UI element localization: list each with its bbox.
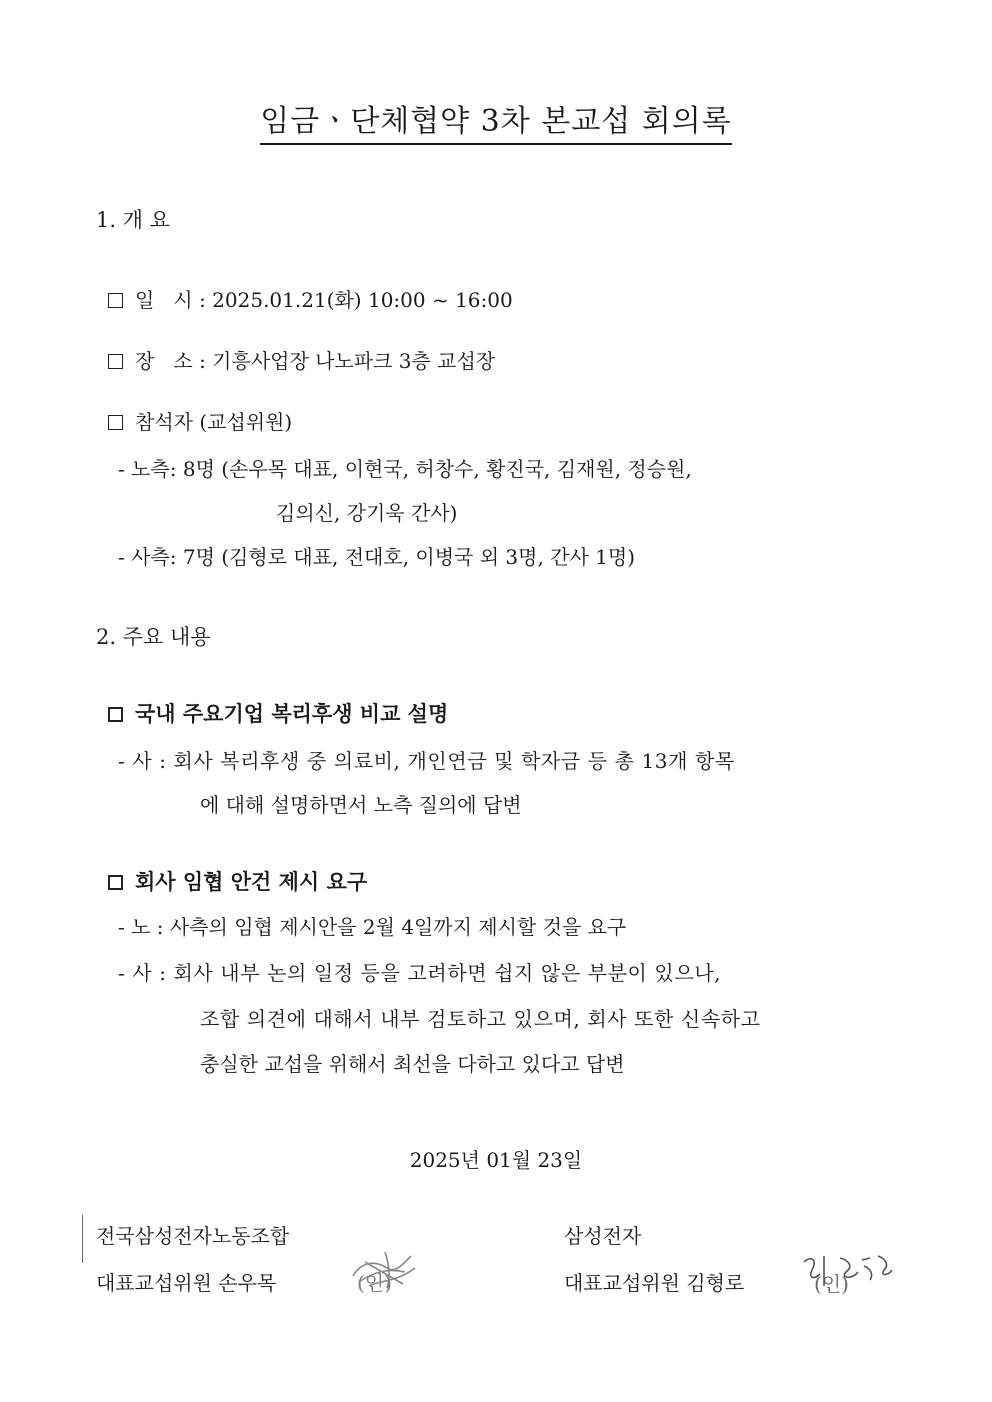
place-value: : 기흥사업장 나노파크 3층 교섭장 xyxy=(199,349,496,373)
signed-date: 2025년 01월 23일 xyxy=(409,1148,583,1172)
item-1-line-1: - 사 : 회사 복리후생 중 의료비, 개인연금 및 학자금 등 총 13개 항목 xyxy=(118,749,735,773)
union-seal-mark: (인) xyxy=(357,1271,392,1295)
date-label: 일 시 xyxy=(135,288,193,312)
section-1-heading: 1. 개 요 xyxy=(96,208,170,232)
union-organization: 전국삼성전자노동조합 xyxy=(96,1224,290,1248)
item-2-union-line: - 노 : 사측의 임협 제시안을 2월 4일까지 제시할 것을 요구 xyxy=(118,915,627,939)
union-attendees-line-1: - 노측: 8명 (손우목 대표, 이현국, 허창수, 황진국, 김재원, 정승원, xyxy=(118,457,692,481)
date-row xyxy=(108,284,513,313)
section-2-heading: 2. 주요 내용 xyxy=(96,625,211,649)
union-attendees-line-2: 김의신, 강기욱 간사) xyxy=(276,501,458,525)
item-1-line-2: 에 대해 설명하면서 노측 질의에 답변 xyxy=(200,793,522,817)
margin-line xyxy=(82,1215,83,1263)
union-signature-scribble-icon xyxy=(345,1242,425,1294)
union-representative: 대표교섭위원 손우목 xyxy=(96,1271,277,1295)
company-signature xyxy=(800,1250,896,1300)
item-2-company-line-1: - 사 : 회사 내부 논의 일정 등을 고려하면 쉽지 않은 부분이 있으나, xyxy=(118,961,722,985)
item-1-title-row xyxy=(108,698,448,728)
item-2-title-row xyxy=(108,866,367,896)
company-seal-mark: (인) xyxy=(814,1272,849,1296)
checkbox-square-icon xyxy=(108,415,123,430)
checkbox-square-icon xyxy=(108,875,123,890)
checkbox-square-icon xyxy=(108,707,123,722)
item-2-company-line-3: 충실한 교섭을 위해서 최선을 다하고 있다고 답변 xyxy=(200,1052,625,1076)
place-label: 장 소 xyxy=(135,349,193,373)
union-signature xyxy=(345,1242,425,1294)
company-signature-scribble-icon xyxy=(800,1250,896,1300)
document-title: 임금ㆍ단체협약 3차 본교섭 회의록 xyxy=(0,96,992,140)
company-attendees-line: - 사측: 7명 (김형로 대표, 전대호, 이병국 외 3명, 간사 1명) xyxy=(118,545,636,569)
checkbox-square-icon xyxy=(108,354,123,369)
place-row xyxy=(108,345,495,374)
company-representative: 대표교섭위원 김형로 xyxy=(564,1271,745,1295)
item-2-company-line-2: 조합 의견에 대해서 내부 검토하고 있으며, 회사 또한 신속하고 xyxy=(200,1007,761,1031)
attendees-row xyxy=(108,406,292,435)
item-2-title: 회사 임협 안건 제시 요구 xyxy=(135,869,368,894)
item-1-title: 국내 주요기업 복리후생 비교 설명 xyxy=(135,701,449,726)
checkbox-square-icon xyxy=(108,293,123,308)
attendees-label: 참석자 (교섭위원) xyxy=(135,410,293,434)
company-organization: 삼성전자 xyxy=(564,1224,642,1248)
date-value: : 2025.01.21(화) 10:00 ~ 16:00 xyxy=(199,288,513,312)
